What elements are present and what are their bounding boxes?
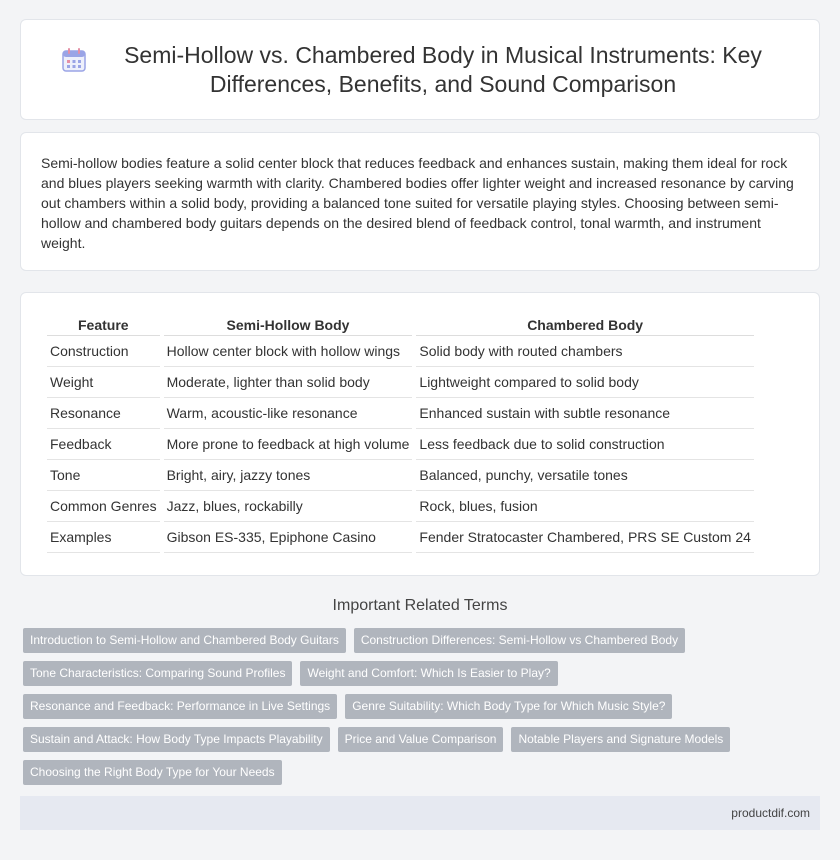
table-cell: Moderate, lighter than solid body — [164, 367, 413, 398]
related-term-tag[interactable]: Introduction to Semi-Hollow and Chambered Body Guitars — [23, 628, 346, 653]
table-row — [47, 491, 754, 522]
table-cell: Jazz, blues, rockabilly — [164, 491, 413, 522]
table-cell: Hollow center block with hollow wings — [164, 336, 413, 367]
footer-bar — [20, 796, 820, 830]
table-cell: Solid body with routed chambers — [416, 336, 753, 367]
table-cell: Rock, blues, fusion — [416, 491, 753, 522]
column-header-semi-hollow: Semi-Hollow Body — [164, 313, 413, 336]
table-cell: More prone to feedback at high volume — [164, 429, 413, 460]
footer-site-name[interactable]: productdif.com — [731, 806, 810, 820]
comparison-table — [43, 313, 758, 553]
column-header-feature: Feature — [47, 313, 160, 336]
table-row — [47, 336, 754, 367]
table-cell: Resonance — [47, 398, 160, 429]
table-row — [47, 522, 754, 553]
related-term-tag[interactable]: Sustain and Attack: How Body Type Impacts Playability — [23, 727, 330, 752]
related-term-tag[interactable]: Weight and Comfort: Which Is Easier to Play? — [300, 661, 557, 686]
table-cell: Fender Stratocaster Chambered, PRS SE Custom 24 — [416, 522, 753, 553]
related-term-tag[interactable]: Price and Value Comparison — [338, 727, 504, 752]
table-header-row — [47, 313, 754, 336]
calendar-icon — [61, 47, 87, 73]
table-cell: Common Genres — [47, 491, 160, 522]
table-cell: Construction — [47, 336, 160, 367]
header-card — [20, 19, 820, 120]
page-title: Semi-Hollow vs. Chambered Body in Musical Instruments: Key Differences, Benefits, and Sound Comparison — [124, 41, 762, 97]
table-cell: Weight — [47, 367, 160, 398]
intro-card — [20, 132, 820, 271]
table-cell: Lightweight compared to solid body — [416, 367, 753, 398]
table-cell: Examples — [47, 522, 160, 553]
table-cell: Bright, airy, jazzy tones — [164, 460, 413, 491]
intro-paragraph: Semi-hollow bodies feature a solid center block that reduces feedback and enhances sustain, making them ideal for rock and blues players seeking warmth with clarity. Chambered bodies offer lighter weight and increased resonance by carving out chambers within a solid body, providing a balanced tone suited for versatile playing styles. Choosing between semi-hollow and chambered body guitars depends on the desired blend of feedback control, tonal warmth, and instrument weight. — [41, 155, 794, 251]
related-term-tag[interactable]: Notable Players and Signature Models — [511, 727, 730, 752]
table-cell: Gibson ES-335, Epiphone Casino — [164, 522, 413, 553]
column-header-chambered: Chambered Body — [416, 313, 753, 336]
table-cell: Enhanced sustain with subtle resonance — [416, 398, 753, 429]
related-term-tag[interactable]: Genre Suitability: Which Body Type for Which Music Style? — [345, 694, 672, 719]
related-term-tag[interactable]: Construction Differences: Semi-Hollow vs Chambered Body — [354, 628, 685, 653]
table-cell: Balanced, punchy, versatile tones — [416, 460, 753, 491]
table-row — [47, 460, 754, 491]
related-term-tag[interactable]: Tone Characteristics: Comparing Sound Profiles — [23, 661, 292, 686]
related-terms-heading: Important Related Terms — [332, 597, 508, 614]
related-term-tag[interactable]: Resonance and Feedback: Performance in Live Settings — [23, 694, 337, 719]
related-terms-list — [23, 628, 823, 793]
table-cell: Warm, acoustic-like resonance — [164, 398, 413, 429]
table-row — [47, 367, 754, 398]
table-cell: Less feedback due to solid construction — [416, 429, 753, 460]
table-row — [47, 429, 754, 460]
comparison-table-card — [20, 292, 820, 576]
table-cell: Tone — [47, 460, 160, 491]
related-term-tag[interactable]: Choosing the Right Body Type for Your Needs — [23, 760, 282, 785]
table-cell: Feedback — [47, 429, 160, 460]
table-row — [47, 398, 754, 429]
